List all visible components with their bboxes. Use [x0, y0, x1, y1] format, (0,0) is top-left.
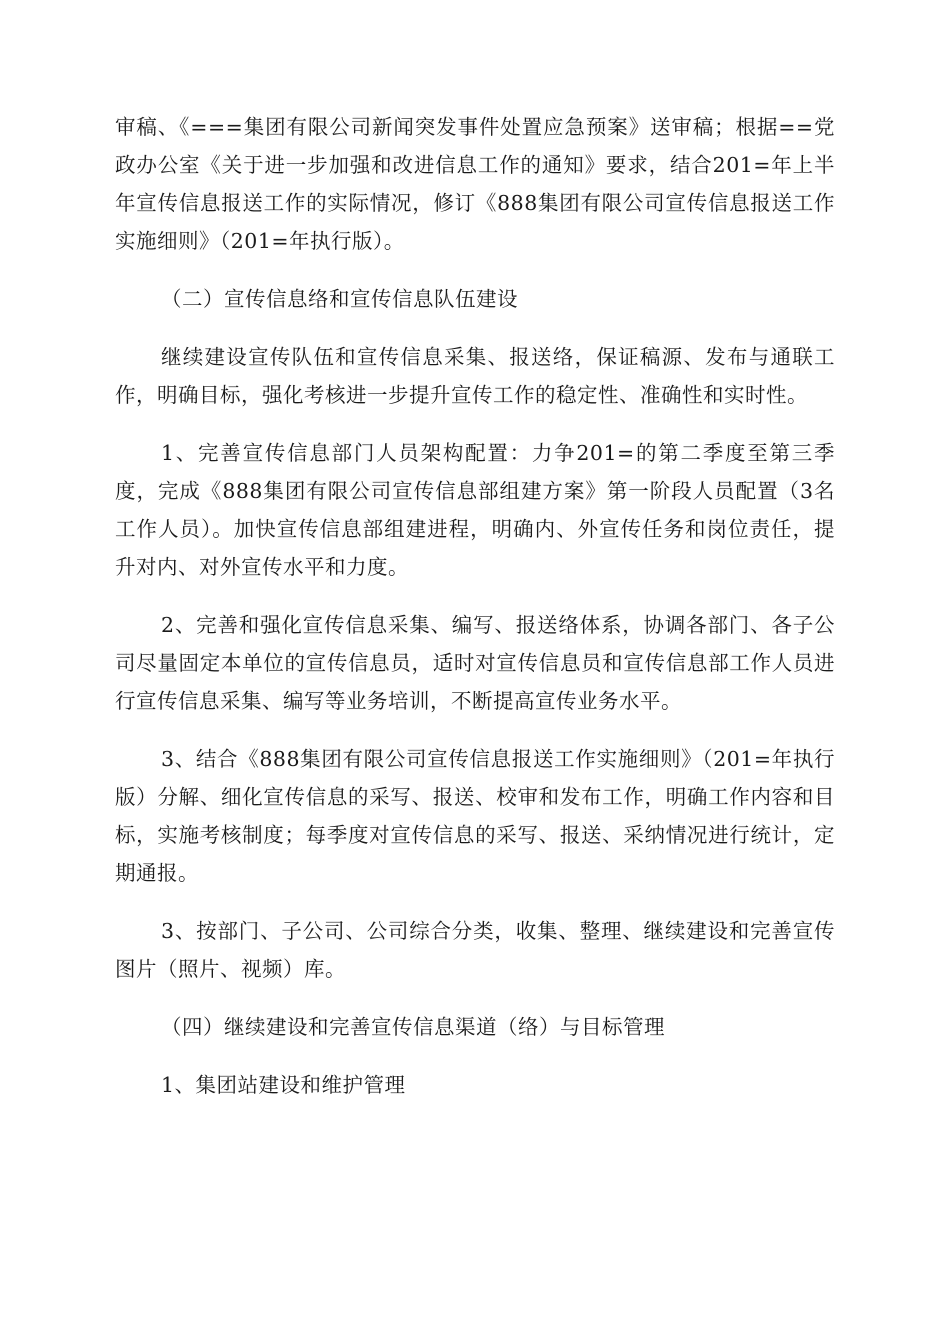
paragraph-item-image-library: 3、按部门、子公司、公司综合分类，收集、整理、继续建设和完善宣传图片（照片、视频）库。 [115, 919, 835, 981]
paragraph-item-collection-system: 2、完善和强化宣传信息采集、编写、报送络体系，协调各部门、各子公司尽量固定本单位的宣传信息员，适时对宣传信息员和宣传信息部工作人员进行宣传信息采集、编写等业务培训，不断提高宣传业务水平。 [115, 613, 835, 713]
paragraph-review-drafts: 审稿、《===集团有限公司新闻突发事件处置应急预案》送审稿；根据==党政办公室《关于进一步加强和改进信息工作的通知》要求，结合201=年上半年宣传信息报送工作的实际情况，修订《888集团有限公司宣传信息报送工作实施细则》（201=年执行版）。 [115, 115, 835, 253]
paragraph-item-staff-structure: 1、完善宣传信息部门人员架构配置：力争201=的第二季度至第三季度，完成《888集团有限公司宣传信息部组建方案》第一阶段人员配置（3名工作人员）。加快宣传信息部组建进程，明确内、外宣传任务和岗位责任，提升对内、对外宣传水平和力度。 [115, 441, 835, 579]
section-heading-channel-management: （四）继续建设和完善宣传信息渠道（络）与目标管理 [161, 1015, 665, 1039]
paragraph-team-building-intro: 继续建设宣传队伍和宣传信息采集、报送络，保证稿源、发布与通联工作，明确目标，强化考核进一步提升宣传工作的稳定性、准确性和实时性。 [115, 345, 835, 407]
paragraph-item-implementation-rules: 3、结合《888集团有限公司宣传信息报送工作实施细则》（201=年执行版）分解、细化宣传信息的采写、报送、校审和发布工作，明确工作内容和目标，实施考核制度；每季度对宣传信息的采写、报送、采纳情况进行统计，定期通报。 [115, 747, 835, 885]
document-body [115, 108, 835, 1104]
section-heading-team-building: （二）宣传信息络和宣传信息队伍建设 [161, 287, 518, 311]
paragraph-item-website: 1、集团站建设和维护管理 [161, 1073, 406, 1097]
